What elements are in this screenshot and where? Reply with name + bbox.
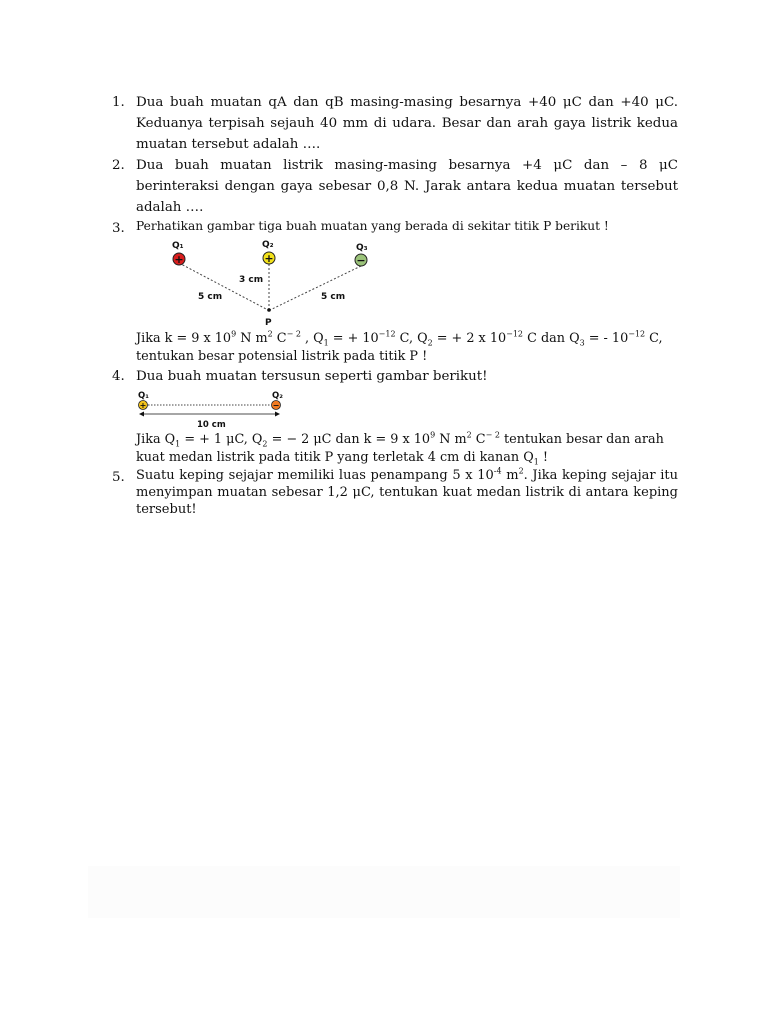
plus-sign-icon: +	[264, 252, 274, 265]
q1-charge	[173, 253, 185, 266]
unit-text: m	[501, 468, 519, 483]
given-text: C, Q	[395, 331, 428, 346]
point-p-dot	[267, 308, 271, 312]
minus-sign-icon: −	[356, 254, 366, 267]
q2-label: Q₂	[262, 240, 274, 250]
exponent: −12	[378, 329, 396, 339]
unit-text: N m	[236, 331, 268, 346]
subscript: 1	[175, 439, 181, 449]
q2-charge	[263, 252, 275, 265]
given-text: tentukan besar dan arah kuat medan listrik pada titik P yang terletak 4 cm di kanan Q	[136, 432, 664, 465]
m-exponent: 2	[267, 329, 273, 339]
unit-text: C	[471, 432, 486, 447]
c-exponent: − 2	[286, 329, 301, 339]
given-text: C dan Q	[523, 331, 580, 346]
question-number: 2.	[112, 158, 125, 173]
given-text: = − 2 μC dan k = 9 x 10	[267, 432, 431, 447]
given-text: !	[538, 450, 549, 465]
distance-label-5cm-left: 5 cm	[198, 292, 223, 302]
given-text: Jika Q	[136, 432, 176, 447]
given-k-text: Jika k = 9 x 10	[136, 331, 232, 346]
question-number: 4.	[112, 369, 125, 384]
q2-label: Q₂	[272, 391, 283, 401]
three-charges-figure	[136, 236, 386, 330]
question-text: . Jika keping sejajar itu menyimpan muatan sebesar 1,2 μC, tentukan kuat medan listrik di antara keping tersebut!	[136, 468, 678, 517]
dashed-line-q3-p	[270, 266, 361, 310]
given-text: = + 1 μC, Q	[180, 432, 263, 447]
unit-text: N m	[435, 432, 467, 447]
q1-charge	[139, 401, 148, 411]
given-text: C, tentukan besar potensial listrik pada titik P !	[136, 331, 663, 364]
exponent: 2	[518, 466, 524, 476]
given-text: = - 10	[584, 331, 629, 346]
exponent: −12	[506, 329, 524, 339]
subscript: 2	[427, 338, 433, 348]
question-text: Dua buah muatan listrik masing-masing besarnya +4 μC dan – 8 μC berinteraksi dengan gaya sebesar 0,8 N. Jarak antara kedua muatan tersebut adalah ….	[136, 158, 678, 215]
minus-sign-icon: −	[272, 401, 280, 410]
question-text: Dua buah muatan qA dan qB masing-masing besarnya +40 μC dan +40 μC. Keduanya terpisah sejauh 40 mm di udara. Besar dan arah gaya listrik kedua muatan tersebut adalah ….	[136, 95, 678, 152]
plus-sign-icon: +	[139, 401, 147, 410]
point-p-label: P	[265, 318, 272, 328]
question-given	[136, 431, 678, 467]
question-number: 3.	[112, 221, 125, 236]
q1-label: Q₁	[172, 241, 184, 251]
plus-sign-icon: +	[174, 253, 184, 266]
question-5	[100, 467, 678, 518]
exponent: -4	[493, 466, 502, 476]
distance-label-5cm-right: 5 cm	[321, 292, 346, 302]
q2-charge	[272, 401, 281, 411]
given-text: , Q	[300, 331, 324, 346]
question-3	[100, 218, 678, 366]
q3-charge	[355, 254, 367, 267]
question-4	[100, 366, 678, 467]
question-intro: Perhatikan gambar tiga buah muatan yang berada di sekitar titik P berikut !	[136, 219, 609, 233]
subscript: 3	[579, 338, 585, 348]
question-intro: Dua buah muatan tersusun seperti gambar berikut!	[136, 369, 488, 384]
question-text: Suatu keping sejajar memiliki luas penampang 5 x 10	[136, 468, 494, 483]
subscript: 1	[533, 457, 539, 467]
question-number: 5.	[112, 470, 125, 485]
subscript: 2	[262, 439, 268, 449]
arrow-left-icon	[139, 412, 144, 417]
given-text: = + 2 x 10	[432, 331, 507, 346]
subscript: 1	[323, 338, 329, 348]
two-charges-figure	[136, 389, 296, 431]
arrow-right-icon	[275, 412, 280, 417]
faint-background-band	[88, 866, 680, 918]
question-list	[100, 92, 678, 518]
q3-label: Q₃	[356, 243, 368, 253]
question-1	[100, 92, 678, 155]
q1-label: Q₁	[138, 391, 149, 401]
exponent: − 2	[485, 430, 500, 440]
distance-label-10cm: 10 cm	[197, 420, 226, 430]
exponent: −12	[628, 329, 646, 339]
question-number: 1.	[112, 95, 125, 110]
dashed-line-q1-p	[179, 263, 268, 310]
given-text: = + 10	[328, 331, 379, 346]
question-given	[136, 330, 678, 366]
exponent: 2	[466, 430, 472, 440]
k-exponent: 9	[231, 329, 237, 339]
unit-text: C	[272, 331, 287, 346]
distance-label-3cm: 3 cm	[239, 275, 264, 285]
question-2	[100, 155, 678, 218]
exponent: 9	[430, 430, 436, 440]
